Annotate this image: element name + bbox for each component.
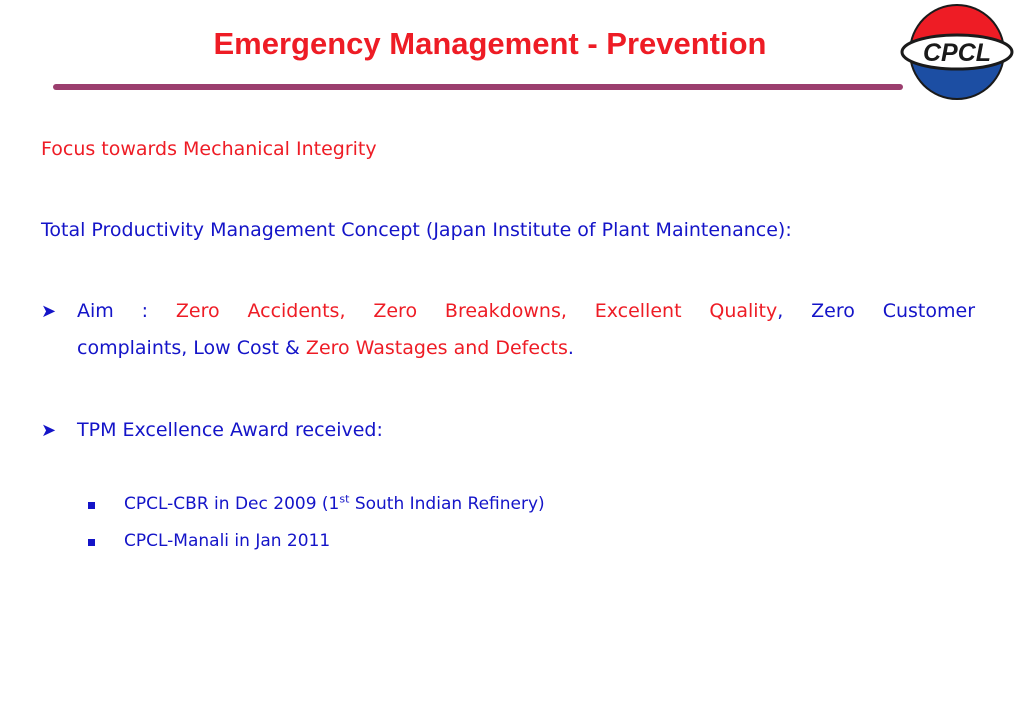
aim-zero-wastages: Zero Wastages and Defects [305, 337, 568, 359]
aim-period: . [567, 337, 574, 359]
aim-customer-text: , Zero Customer [777, 300, 976, 322]
award-item-manali: CPCL-Manali in Jan 2011 [124, 531, 331, 551]
arrow-bullet-icon: ➤ [41, 301, 57, 322]
slide-title: Emergency Management - Prevention [213, 26, 767, 61]
logo-text: CPCL [922, 39, 992, 67]
aim-line-1 [77, 300, 975, 322]
title-divider [53, 84, 903, 90]
square-bullet-icon [88, 539, 95, 546]
focus-heading: Focus towards Mechanical Integrity [41, 138, 377, 160]
aim-line-2 [77, 337, 574, 359]
award-heading: TPM Excellence Award received: [77, 419, 383, 441]
award-item-cbr-text: CPCL-CBR in Dec 2009 (1 [124, 494, 340, 514]
arrow-bullet-icon: ➤ [41, 420, 57, 441]
award-item-cbr-rest: South Indian Refinery) [349, 494, 545, 514]
tpm-heading: Total Productivity Management Concept (Japan Institute of Plant Maintenance): [41, 219, 792, 241]
aim-zero-goals: Zero Accidents, Zero Breakdowns, Excellent Quality [175, 300, 778, 322]
aim-label: Aim : [77, 300, 149, 322]
aim-complaints-text: complaints, Low Cost & [77, 337, 300, 359]
award-item-cbr [124, 494, 545, 514]
square-bullet-icon [88, 502, 95, 509]
cpcl-logo [900, 2, 1015, 102]
award-item-cbr-sup: st [339, 492, 350, 506]
